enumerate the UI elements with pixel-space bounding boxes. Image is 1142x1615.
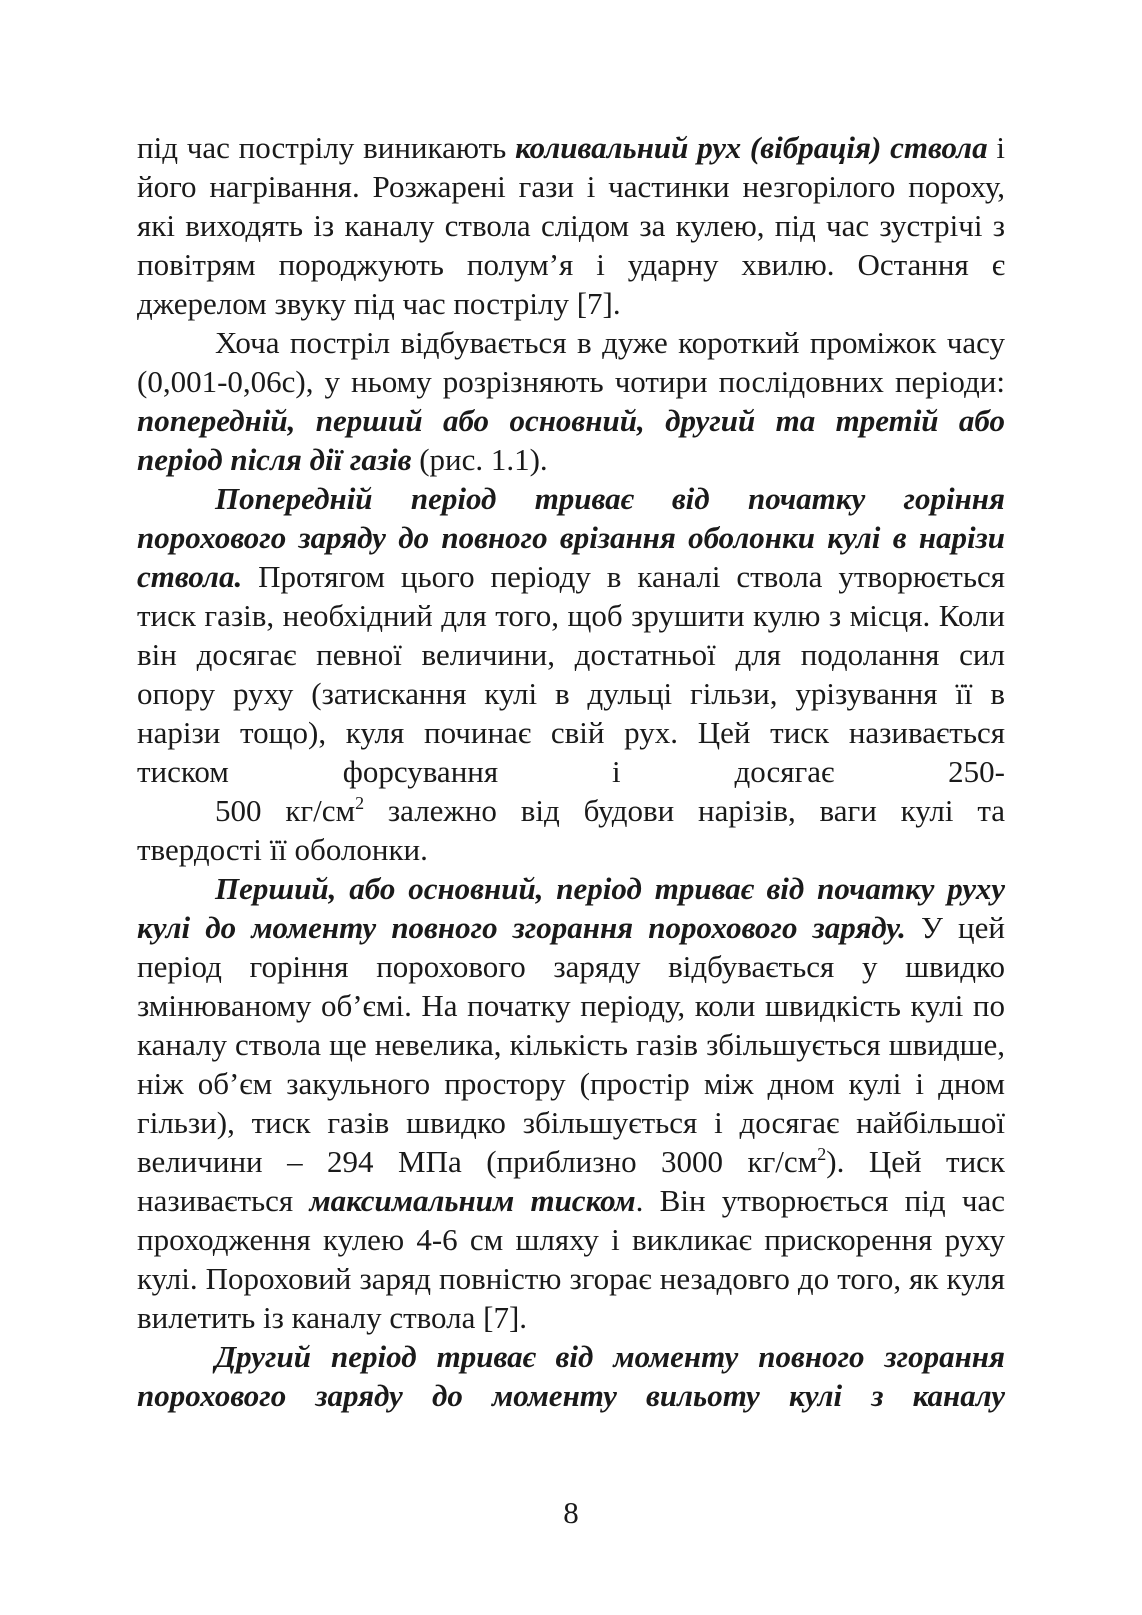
text: під час пострілу виникають <box>137 130 516 165</box>
page-number: 8 <box>563 1495 579 1530</box>
emphasis-text: Перший, або основний, період триває від початку руху кулі до моменту повного згорання порохового заряду. <box>137 871 1005 945</box>
paragraph-preliminary-period <box>137 479 1005 791</box>
text: 500 кг/см <box>215 793 356 828</box>
text: . Він утворюється під час проходження кулею 4-6 см шляху і викликає прискорення руху кулі. Пороховий заряд повністю згорає незадовго до того, як куля вилетить із каналу ствола [7]. <box>137 1183 1005 1335</box>
text: ). Цей тиск називається <box>137 1144 1005 1218</box>
emphasis-text: Другий період триває від моменту повного згорання порохового заряду до моменту вильоту кулі з каналу <box>137 1339 1005 1413</box>
text: Хоча постріл відбувається в дуже короткий проміжок часу (0,001-0,06с), у ньому розрізняють чотири послідовних періоди: <box>137 325 1005 399</box>
superscript: 2 <box>817 1144 827 1164</box>
paragraph-shot-periods <box>137 323 1005 479</box>
paragraph-forcing-pressure <box>137 791 1005 869</box>
emphasis-text: максимальним тиском <box>309 1183 636 1218</box>
paragraph-second-period <box>137 1337 1005 1415</box>
paragraph-first-period <box>137 869 1005 1337</box>
text: залежно від будови нарізів, ваги кулі та твердості її оболонки. <box>137 793 1006 867</box>
emphasis-text: Попередній період триває від початку горіння порохового заряду до повного врізання оболонки кулі в нарізи ствола. <box>137 481 1005 594</box>
text: (рис. 1.1). <box>411 442 548 477</box>
emphasis-text: коливальний рух (вібрація) ствола <box>515 130 988 165</box>
page-body <box>137 128 1005 1415</box>
text: і його нагрівання. Розжарені гази і частинки незгорілого пороху, які виходять із каналу ствола слідом за кулею, під час зустрічі з повітрям породжують полум’я і ударну хвилю. Остання є джерелом звуку під час пострілу [7]. <box>137 130 1005 321</box>
text: Протягом цього періоду в каналі ствола утворюється тиск газів, необхідний для того, щоб зрушити кулю з місця. Коли він досягає певної величини, достатньої для подолання сил опору руху (затискання кулі в дульці гільзи, урізування її в нарізи тощо), куля починає свій рух. Цей тиск називається тиском форсування і досягає 250- <box>137 559 1005 789</box>
superscript: 2 <box>355 793 365 813</box>
text: У цей період горіння порохового заряду відбувається у швидко змінюваному об’ємі. На початку періоду, коли швидкість кулі по каналу ствола ще невелика, кількість газів збільшується швидше, ніж об’єм закульного простору (простір між дном кулі і дном гільзи), тиск газів швидко збільшується і досягає найбільшої величини – 294 МПа (приблизно 3000 кг/см <box>137 910 1005 1179</box>
paragraph-shot-vibration <box>137 128 1005 323</box>
emphasis-text: попередній, перший або основний, другий та третій або період після дії газів <box>137 403 1005 477</box>
